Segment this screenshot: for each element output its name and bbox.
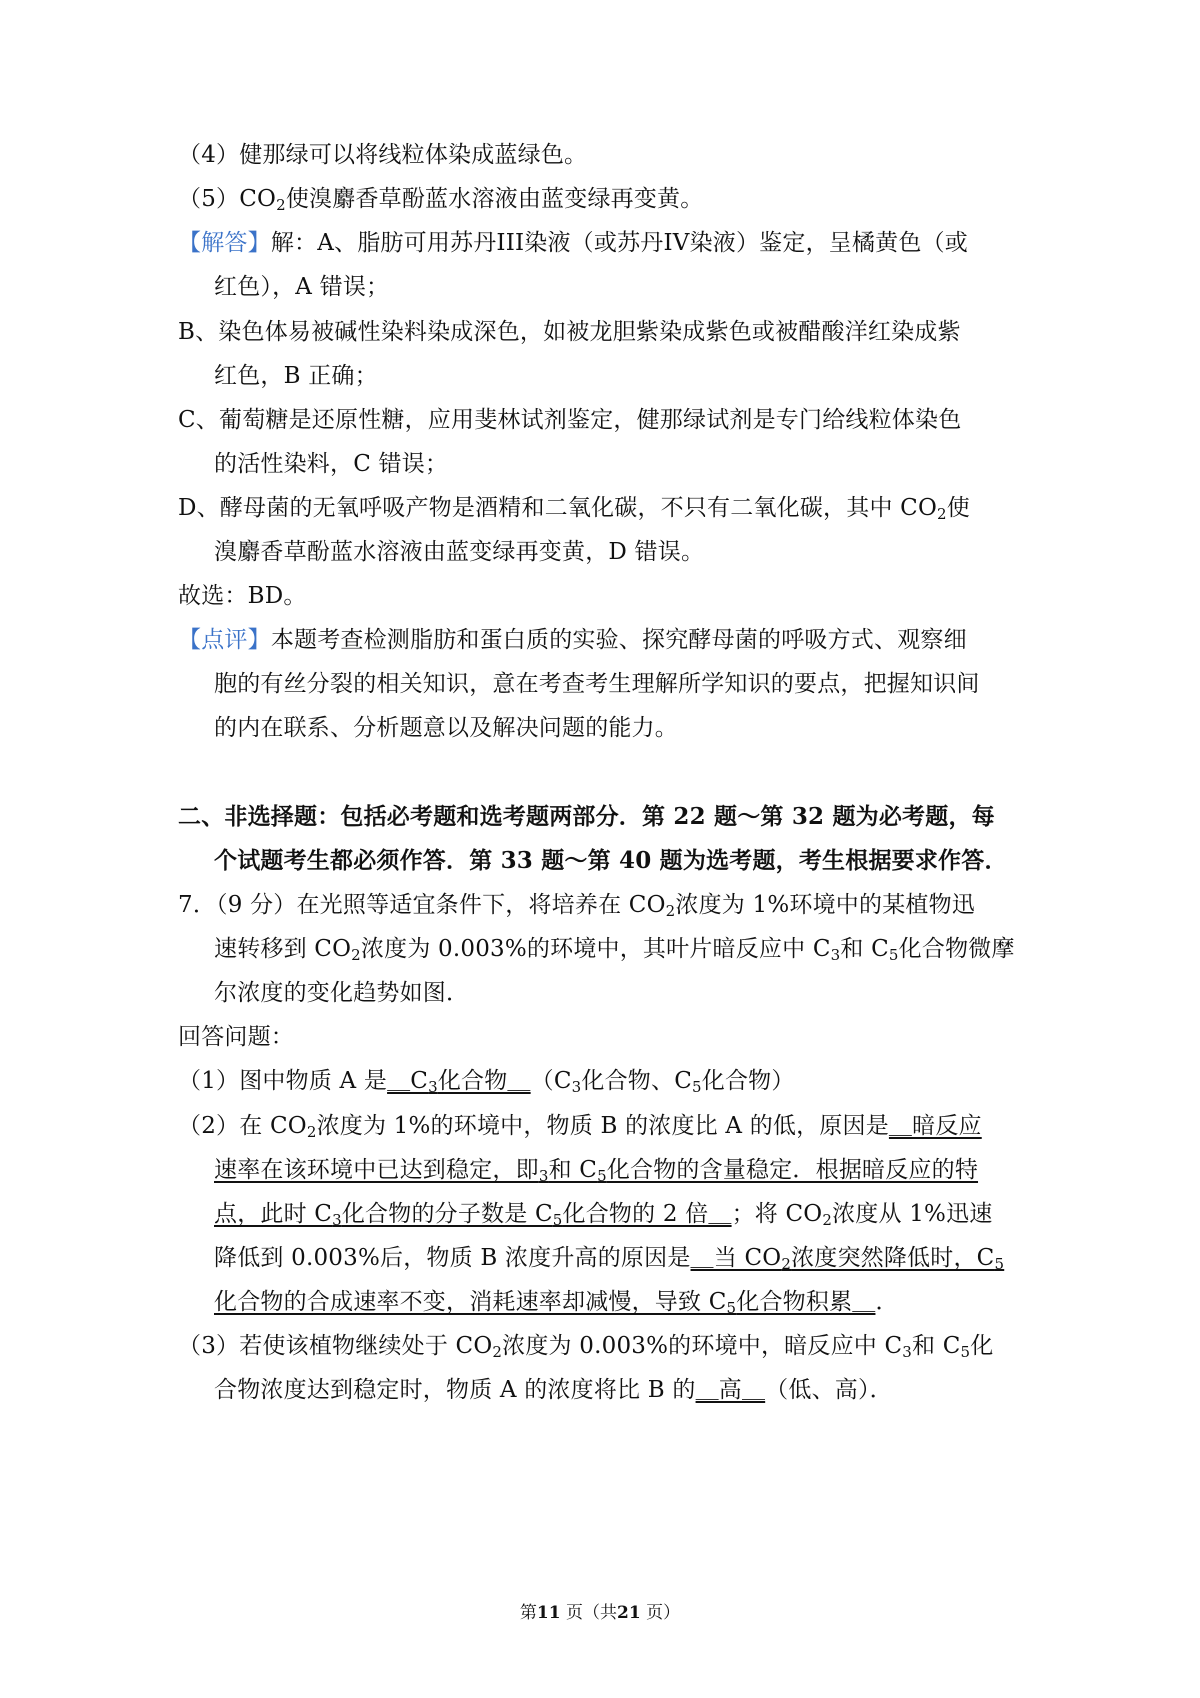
question-line: 速转移到 $CO_2$浓度为 0.003%的环境中，其叶片暗反应中 $C_3$和 $C_5$化合物微摩 [214,936,1015,964]
page-footer: 第11 页（共21 页） [519,1603,681,1623]
line: 【解答】解：A、脂肪可用苏丹III染液（或苏丹IV染液）鉴定，呈橘黄色（或 [178,230,968,256]
line: （4）健那绿可以将线粒体染成蓝绿色。 [178,142,588,168]
filled-answer: $\_C_3$化合物＿ [387,1068,531,1096]
comment-tag: 【点评】 [178,627,271,653]
filled-answer: 化合物的合成速率不变，消耗速率却减慢，导致 $C_5$化合物积累＿ [214,1289,876,1317]
total-pages: 21 [617,1603,641,1623]
line: 的内在联系、分析题意以及解决问题的能力。 [214,715,678,741]
line: D、酵母菌的无氧呼吸产物是酒精和二氧化碳，不只有二氧化碳，其中 $CO_2$使 [178,495,970,523]
line: 溴麝香草酚蓝水溶液由蓝变绿再变黄，D 错误。 [214,539,705,565]
line: 红色，B 正确； [214,363,378,389]
filled-answer: ＿当 $CO_2$浓度突然降低时，$C_5$ [690,1245,1005,1273]
question-line: 回答问题： [178,1024,294,1050]
line: B、染色体易被碱性染料染成深色，如被龙胆紫染成紫色或被醋酸洋红染成紫 [178,319,961,345]
section-heading: 个试题考生都必须作答．第 33 题～第 40 题为选考题，考生根据要求作答． [214,847,1008,874]
line: 的活性染料，C 错误； [214,451,449,477]
question-line: 尔浓度的变化趋势如图． [214,980,470,1006]
line: 【点评】本题考查检测脂肪和蛋白质的实验、探究酵母菌的呼吸方式、观察细 [178,627,967,653]
page-number: 11 [536,1603,561,1623]
filled-answer: ＿高＿ [695,1377,766,1403]
filled-answer: 速率在该环境中已达到稳定，即$_3$和 $C_5$化合物的含量稳定．根据暗反应的特 [214,1157,979,1185]
answer-line: （2）在 $CO_2$浓度为 1%的环境中，物质 B 的浓度比 A 的低，原因是＿暗反应 [178,1113,982,1141]
line: 红色），A 错误； [214,274,390,300]
filled-answer: 点，此时 $C_3$化合物的分子数是 $C_5$化合物的 2 倍＿ [214,1201,732,1229]
answer-line: 化合物的合成速率不变，消耗速率却减慢，导致 $C_5$化合物积累＿． [214,1289,899,1317]
question-line: 7．（9 分）在光照等适宜条件下，将培养在 $CO_2$浓度为 1%环境中的某植物迅 [178,892,976,920]
filled-answer: ＿暗反应 [888,1113,982,1139]
line: 故选：BD。 [178,583,307,609]
line: 胞的有丝分裂的相关知识，意在考查考生理解所学知识的要点，把握知识间 [214,671,980,697]
line: C、葡萄糖是还原性糖，应用斐林试剂鉴定，健那绿试剂是专门给线粒体染色 [178,407,962,433]
answer-tag: 【解答】 [178,230,271,256]
answer-line: （3）若使该植物继续处于 $CO_2$浓度为 0.003%的环境中，暗反应中 $C_3$和 $C_5$化 [178,1333,994,1361]
answer-line: 合物浓度达到稳定时，物质 A 的浓度将比 B 的＿高＿（低、高）． [214,1377,893,1403]
line: $(5)CO_2$使溴麝香草酚蓝水溶液由蓝变绿再变黄。 [178,186,704,214]
section-heading: 二、非选择题：包括必考题和选考题两部分．第 22 题～第 32 题为必考题，每 [178,803,995,830]
answer-line: 点，此时 $C_3$化合物的分子数是 $C_5$化合物的 2 倍＿；将 $CO_2$浓度从 1%迅速 [214,1201,993,1229]
answer-line: 降低到 0.003%后，物质 B 浓度升高的原因是＿当 $CO_2$浓度突然降低时，$C_5$ [214,1245,1005,1273]
answer-line: （1）图中物质 A 是$\_C_3$化合物$\_(C_3$化合物、$C_5$化合物） [178,1068,795,1096]
